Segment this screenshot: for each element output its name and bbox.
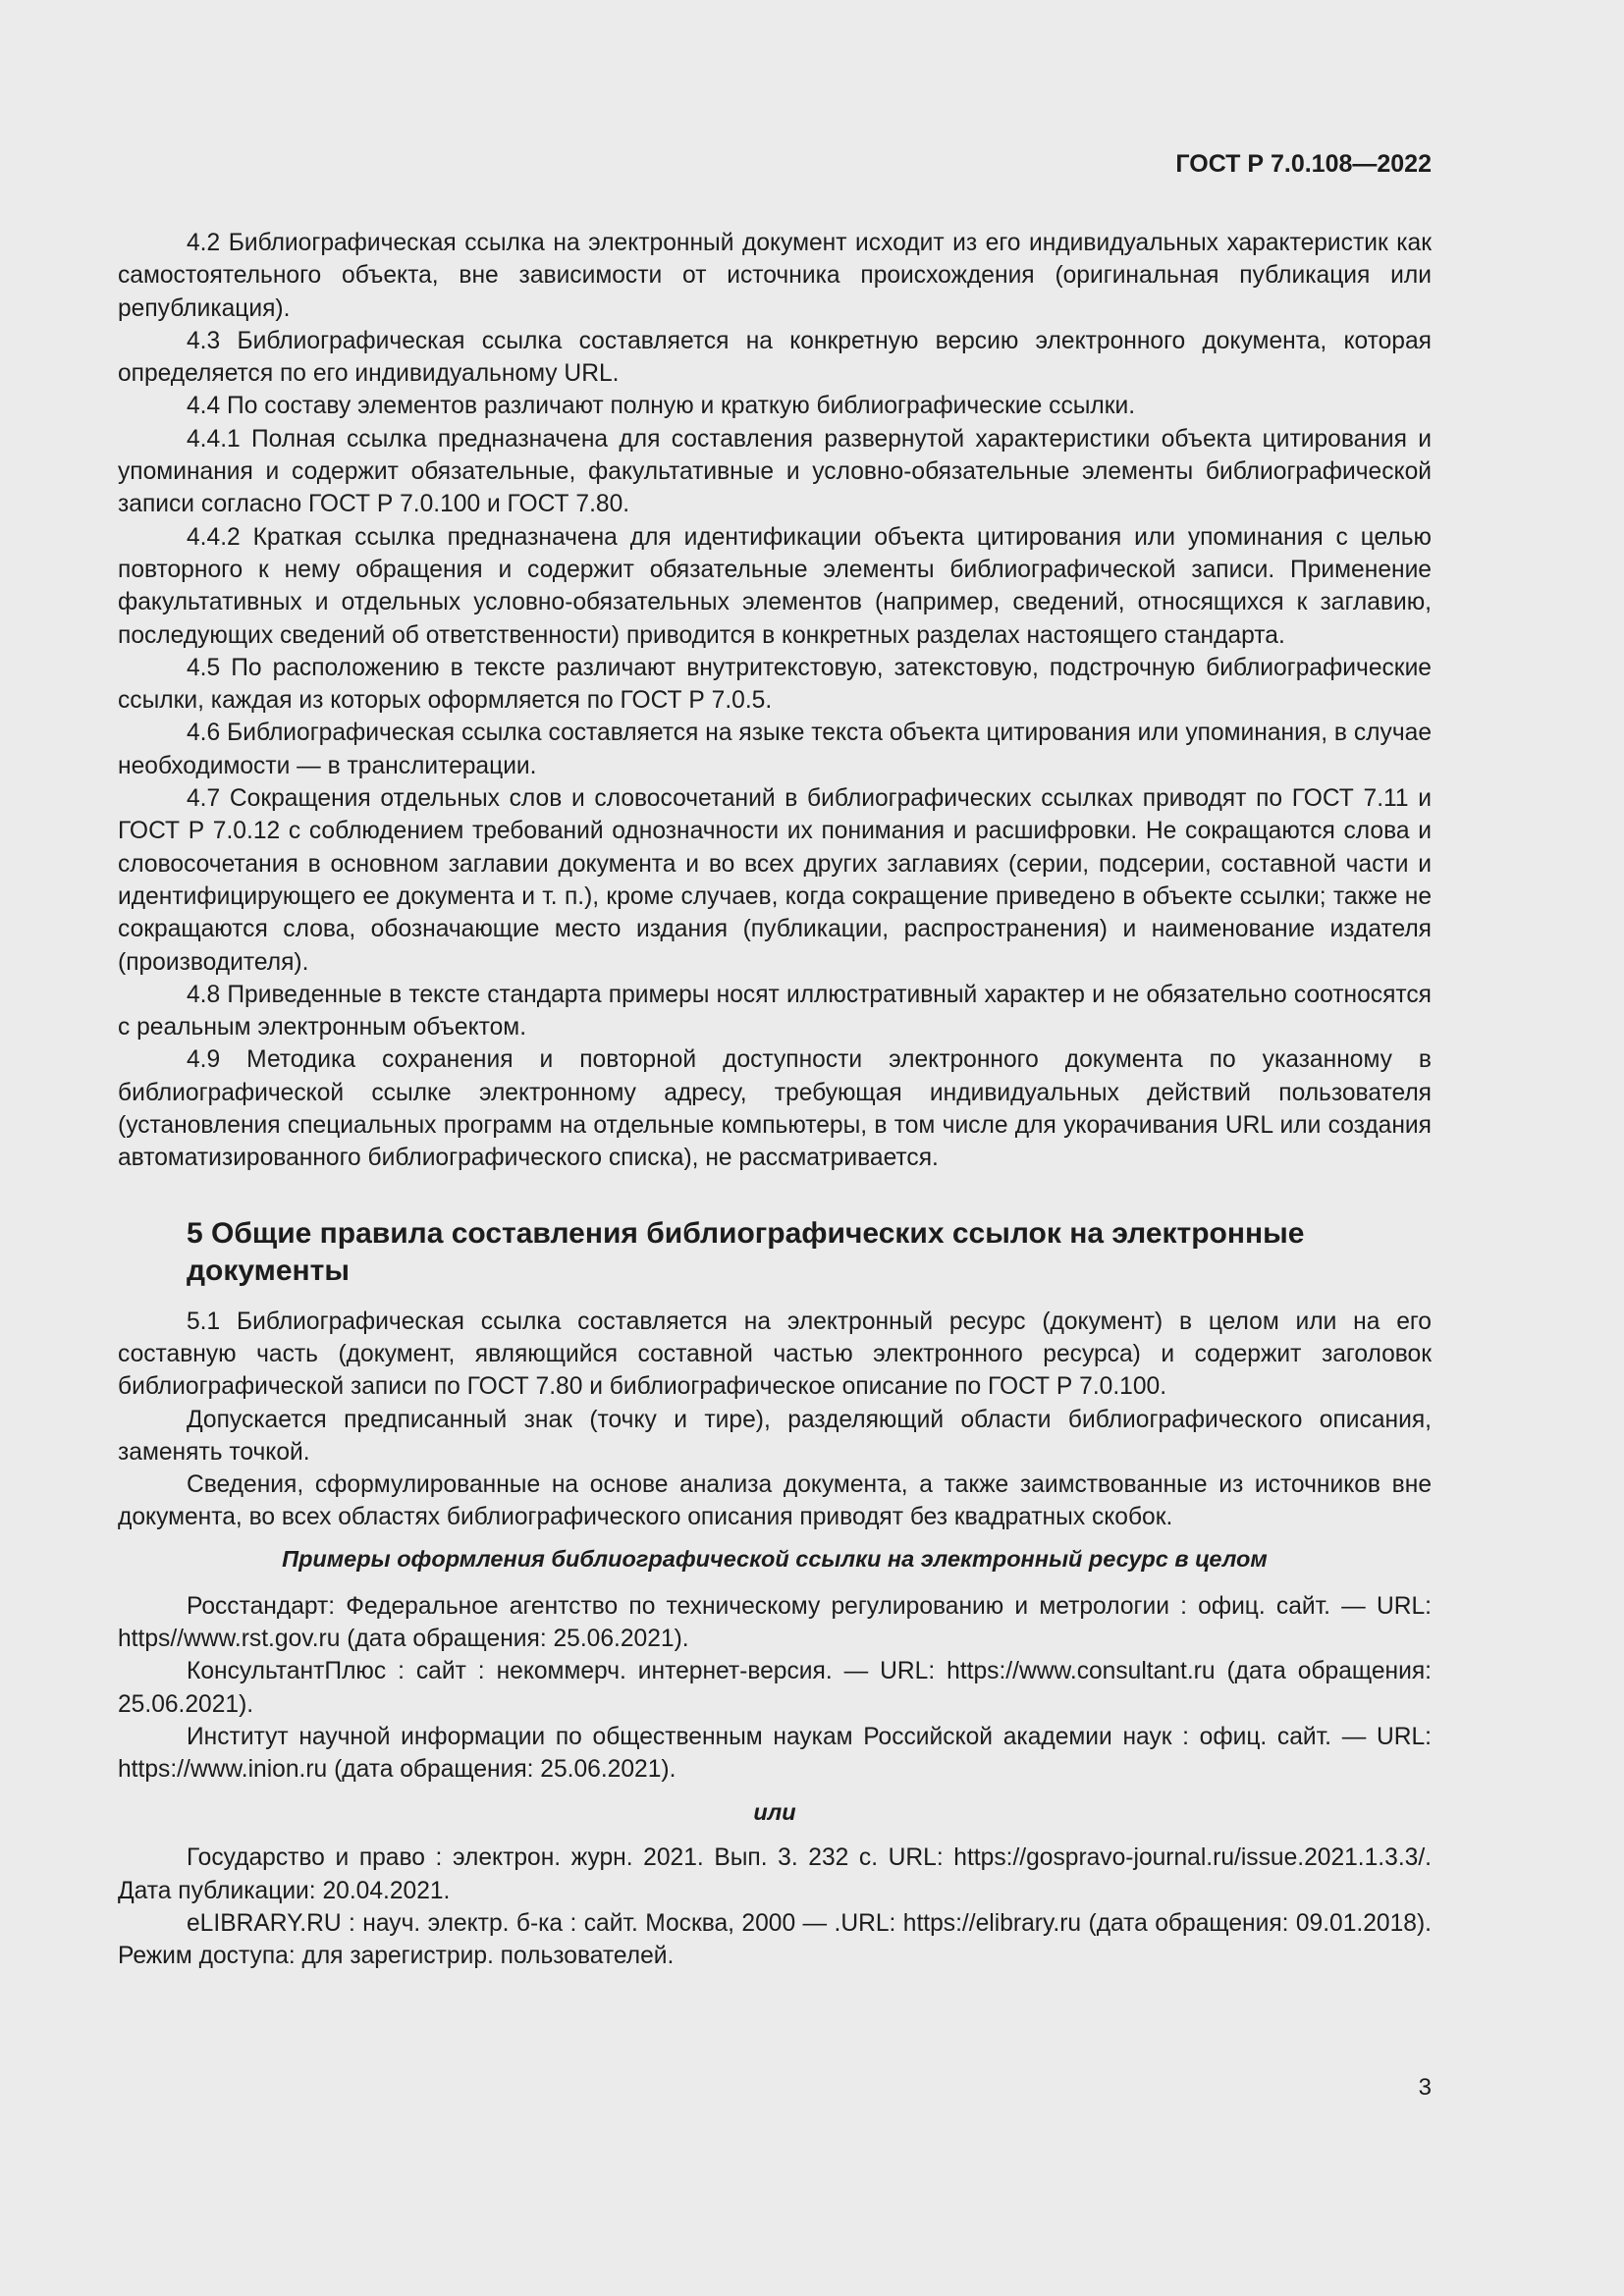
paragraph-4-8: 4.8 Приведенные в тексте стандарта примеры носят иллюстративный характер и не обязательно соотносятся с реальным электронным объектом.	[118, 981, 1432, 1041]
standard-code-header: ГОСТ Р 7.0.108—2022	[1175, 150, 1432, 178]
alt-example-item: Государство и право : электрон. журн. 2021. Вып. 3. 232 с. URL: https://gospravo-journal.ru/issue.2021.1.3.3/. Дата публикации: 20.04.2021.	[118, 1844, 1432, 1904]
page-content	[118, 227, 1432, 1973]
paragraph-4-4-2: 4.4.2 Краткая ссылка предназначена для идентификации объекта цитирования или упоминания с целью повторного к нему обращения и содержит обязательные элементы библиографической записи. Применение факультативных и отдельных условно-обязательных элементов (например, сведений, относящихся к заглавию, последующих сведений об ответственности) приводится в конкретных разделах настоящего стандарта.	[118, 523, 1432, 649]
paragraph-4-6: 4.6 Библиографическая ссылка составляется на языке текста объекта цитирования или упоминания, в случае необходимости — в транслитерации.	[118, 720, 1432, 779]
paragraph-5-1: 5.1 Библиографическая ссылка составляется на электронный ресурс (документ) в целом или на его составную часть (документ, являющийся составной частью электронного ресурса) и содержит заголовок библиографической записи по ГОСТ 7.80 и библиографическое описание по ГОСТ Р 7.0.100.	[118, 1308, 1432, 1401]
example-item: Институт научной информации по общественным наукам Российской академии наук : офиц. сайт. — URL: https://www.inion.ru (дата обращения: 25.06.2021).	[118, 1723, 1432, 1784]
paragraph-4-4-1: 4.4.1 Полная ссылка предназначена для составления развернутой характеристики объекта цитирования и упоминания и содержит обязательные, факультативные и условно-обязательные элементы библиографической записи согласно ГОСТ Р 7.0.100 и ГОСТ 7.80.	[118, 425, 1432, 518]
paragraph-4-9: 4.9 Методика сохранения и повторной доступности электронного документа по указанному в библиографической ссылке электронному адресу, требующая индивидуальных действий пользователя (установления специальных программ на отдельные компьютеры, в том числе для укорачивания URL или создания автоматизированного библиографического списка), не рассматривается.	[118, 1046, 1432, 1172]
paragraph-5-1-brackets-rule: Сведения, сформулированные на основе анализа документа, а также заимствованные из источников вне документа, во всех областях библиографического описания приводят без квадратных скобок.	[118, 1471, 1432, 1531]
paragraph-4-4: 4.4 По составу элементов различают полную и краткую библиографические ссылки.	[187, 393, 1136, 420]
paragraph-5-1-separator-rule: Допускается предписанный знак (точку и тире), разделяющий области библиографического описания, заменять точкой.	[118, 1406, 1432, 1466]
paragraph-4-7: 4.7 Сокращения отдельных слов и словосочетаний в библиографических ссылках приводят по ГОСТ 7.11 и ГОСТ Р 7.0.12 с соблюдением требований однозначности их понимания и расшифровки. Не сокращаются слова и словосочетания в основном заглавии документа и во всех других заглавиях (серии, подсерии, составной части и идентифицирующего ее документа и т. п.), кроме случаев, когда сокращение приведено в объекте ссылки; также не сокращаются слова, обозначающие место издания (публикации, распространения) и наименование издателя (производителя).	[118, 785, 1432, 976]
section-5-heading: 5 Общие правила составления библиографических ссылок на электронные документы	[187, 1216, 1305, 1287]
example-item: Росстандарт: Федеральное агентство по техническому регулированию и метрологии : офиц. сайт. — URL: https//www.rst.gov.ru (дата обращения: 25.06.2021).	[118, 1592, 1432, 1652]
document-page	[118, 0, 1432, 2296]
or-separator-label: или	[753, 1799, 796, 1826]
paragraph-4-5: 4.5 По расположению в тексте различают внутритекстовую, затекстовую, подстрочную библиографические ссылки, каждая из которых оформляется по ГОСТ Р 7.0.5.	[118, 654, 1432, 715]
paragraph-4-3: 4.3 Библиографическая ссылка составляется на конкретную версию электронного документа, которая определяется по его индивидуальному URL.	[118, 327, 1432, 388]
example-item: КонсультантПлюс : сайт : некоммерч. интернет-версия. — URL: https://www.consultant.ru (дата обращения: 25.06.2021).	[118, 1658, 1432, 1718]
paragraph-4-2: 4.2 Библиографическая ссылка на электронный документ исходит из его индивидуальных характеристик как самостоятельного объекта, вне зависимости от источника происхождения (оригинальная публикация или републикация).	[118, 230, 1432, 322]
page-number: 3	[1418, 2074, 1432, 2101]
alt-example-item: eLIBRARY.RU : науч. электр. б-ка : сайт. Москва, 2000 — .URL: https://elibrary.ru (дата обращения: 09.01.2018). Режим доступа: для зарегистрир. пользователей.	[118, 1910, 1432, 1970]
examples-heading: Примеры оформления библиографической ссылки на электронный ресурс в целом	[282, 1545, 1268, 1572]
